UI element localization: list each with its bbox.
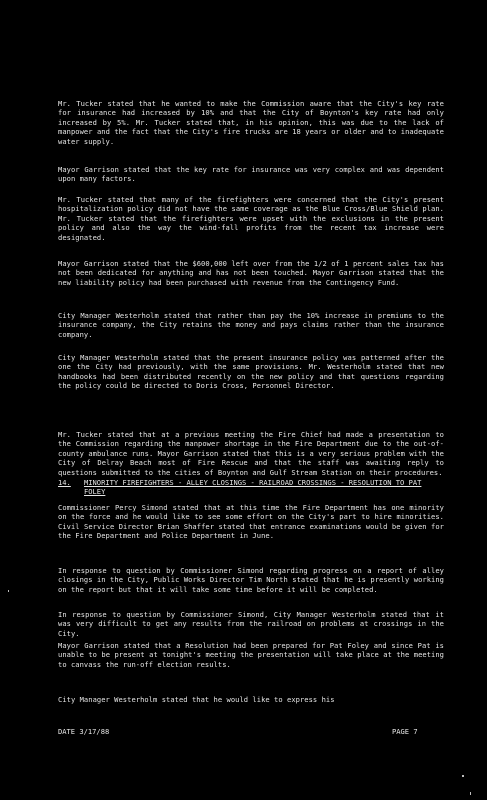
- paragraph-tucker-manpower: Mr. Tucker stated that at a previous meeting the Fire Chief had made a presentation to the Commission regarding the manpower shortage in the Fire Department due to the out-of-county ambulance runs. Mayor Garrison stated that this is a very serious problem with the City of Delray Beach most of Fire Rescue and that the staff was awaiting reply to questions submitted to the cities of Boynton and Gulf Stream Station on their procedures.: [58, 430, 444, 477]
- section-number: 14.: [58, 478, 71, 487]
- paragraph-tucker-key-rate: Mr. Tucker stated that he wanted to make the Commission aware that the City's key rate for insurance had increased by 10% and that the City of Boynton's key rate had only increased by 5%. Mr. Tucker stated that, in his opinion, this was due to the lack of manpower and the fact that the City's fire trucks are 18 years or older and to inadequate water supply.: [58, 99, 444, 146]
- footer-page-number: PAGE 7: [392, 727, 418, 736]
- paragraph-resolution-foley: Mayor Garrison stated that a Resolution had been prepared for Pat Foley and since Pat is unable to be present at tonight's meeting the presentation will take place at the meeting to canvass the run-off election results.: [58, 641, 444, 669]
- scan-speck: [8, 590, 9, 592]
- scan-speck: [470, 792, 471, 795]
- paragraph-garrison-sales-tax: Mayor Garrison stated that the $600,000 left over from the 1/2 of 1 percent sales tax has not been dedicated for anything and has not been touched. Mayor Garrison stated that the new liability policy had been purchased with revenue from the Contingency Fund.: [58, 259, 444, 287]
- section-title: MINORITY FIREFIGHTERS - ALLEY CLOSINGS - RAILROAD CROSSINGS - RESOLUTION TO PAT FOLEY: [84, 478, 422, 497]
- paragraph-westerholm-closing: City Manager Westerholm stated that he would like to express his: [58, 695, 335, 704]
- paragraph-simond-minorities: Commissioner Percy Simond stated that at this time the Fire Department has one minority on the force and he would like to see some effort on the City's part to hire minorities. Civil Service Director Brian Shaffer stated that entrance examinations would be given for the Fire Department and Police Department in June.: [58, 503, 444, 541]
- paragraph-westerholm-premiums: City Manager Westerholm stated that rather than pay the 10% increase in premiums to the insurance company, the City retains the money and pays claims rather than the insurance company.: [58, 311, 444, 339]
- paragraph-railroad-crossings: In response to question by Commissioner Simond, City Manager Westerholm stated that it was very difficult to get any results from the railroad on problems at crossings in the City.: [58, 610, 444, 638]
- scan-speck: [462, 775, 464, 777]
- paragraph-westerholm-policy: City Manager Westerholm stated that the present insurance policy was patterned after the one the City had previously, with the same provisions. Mr. Westerholm stated that new handbooks had been distributed recently on the new policy and that questions regarding the policy could be directed to Doris Cross, Personnel Director.: [58, 353, 444, 391]
- paragraph-tucker-hospitalization: Mr. Tucker stated that many of the firefighters were concerned that the City's present hospitalization policy did not have the same coverage as the Blue Cross/Blue Shield plan. Mr. Tucker stated that the firefighters were upset with the exclusions in the present policy and also the way the wind-fall profits from the recent tax increase were designated.: [58, 195, 444, 242]
- paragraph-alley-closings: In response to question by Commissioner Simond regarding progress on a report of alley closings in the City, Public Works Director Tim North stated that he is presently working on the report but that it will take some time before it will be completed.: [58, 566, 444, 594]
- footer-date: DATE 3/17/88: [58, 727, 110, 736]
- paragraph-garrison-key-rate: Mayor Garrison stated that the key rate for insurance was very complex and was dependent upon many factors.: [58, 165, 444, 184]
